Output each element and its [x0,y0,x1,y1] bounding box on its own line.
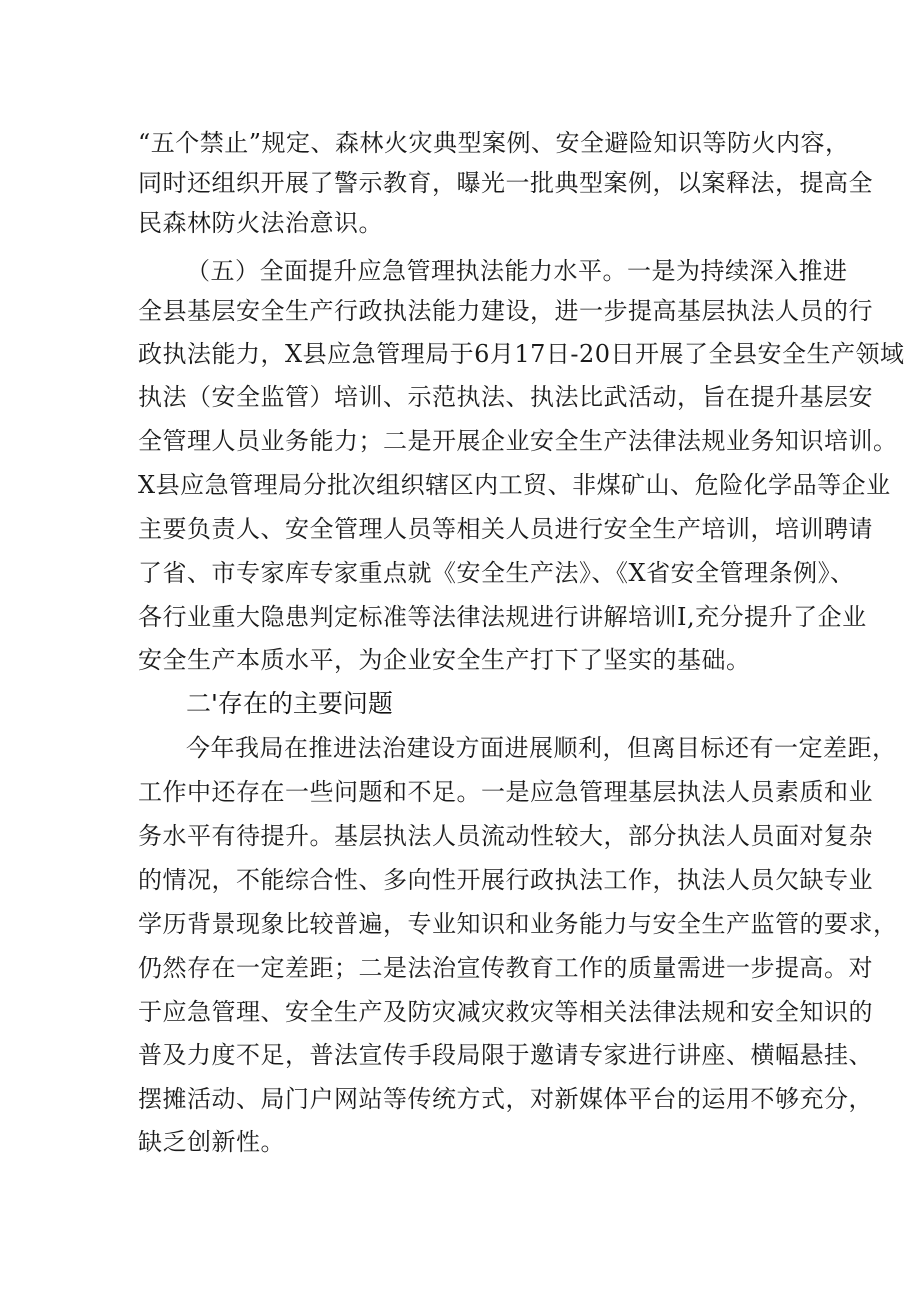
text-line: 安全生产本质水平，为企业安全生产打下了坚实的基础。 [138,646,751,674]
text-line: 学历背景现象比较普遍，专业知识和业务能力与安全生产监管的要求， [138,910,898,938]
text-line: 仍然存在一定差距；二是法治宣传教育工作的质量需进一步提高。对 [138,954,873,982]
text-line: 全县基层安全生产行政执法能力建设，进一步提高基层执法人员的行 [138,297,873,325]
text-line: 同时还组织开展了警示教育，曝光一批典型案例，以案释法，提高全 [138,169,873,197]
text-line: 缺乏创新性。 [138,1128,285,1156]
section-heading: 二'存在的主要问题 [186,689,393,718]
text-line: 全管理人员业务能力；二是开展企业安全生产法律法规业务知识培训。 [138,427,898,455]
text-line: “五个禁止”规定、森林火灾典型案例、安全避险知识等防火内容， [138,129,850,157]
text-line: 执法（安全监管）培训、示范执法、执法比武活动，旨在提升基层安 [138,383,873,411]
text-line: 各行业重大隐患判定标准等法律法规进行讲解培训I,充分提升了企业 [138,603,867,631]
text-line: （五）全面提升应急管理执法能力水平。一是为持续深入推进 [186,257,848,285]
text-line: 普及力度不足，普法宣传手段局限于邀请专家进行讲座、横幅悬挂、 [138,1041,873,1069]
text-line: 主要负责人、安全管理人员等相关人员进行安全生产培训，培训聘请 [138,515,873,543]
text-line: 于应急管理、安全生产及防灾减灾救灾等相关法律法规和安全知识的 [138,998,873,1026]
text-line: 务水平有待提升。基层执法人员流动性较大，部分执法人员面对复杂 [138,822,873,850]
text-line: 政执法能力，X县应急管理局于6月17日-20日开展了全县安全生产领域 [138,340,905,368]
text-line: X县应急管理局分批次组织辖区内工贸、非煤矿山、危险化学品等企业 [138,471,891,499]
text-line: 工作中还存在一些问题和不足。一是应急管理基层执法人员素质和业 [138,778,873,806]
text-line: 摆摊活动、局门户网站等传统方式，对新媒体平台的运用不够充分， [138,1085,873,1113]
text-line: 了省、市专家库专家重点就《安全生产法》、《X省安全管理条例》、 [138,559,855,587]
text-line: 民森林防火法治意识。 [138,209,383,237]
text-line: 今年我局在推进法治建设方面进展顺利，但离目标还有一定差距， [186,734,897,762]
text-line: 的情况，不能综合性、多向性开展行政执法工作，执法人员欠缺专业 [138,866,873,894]
